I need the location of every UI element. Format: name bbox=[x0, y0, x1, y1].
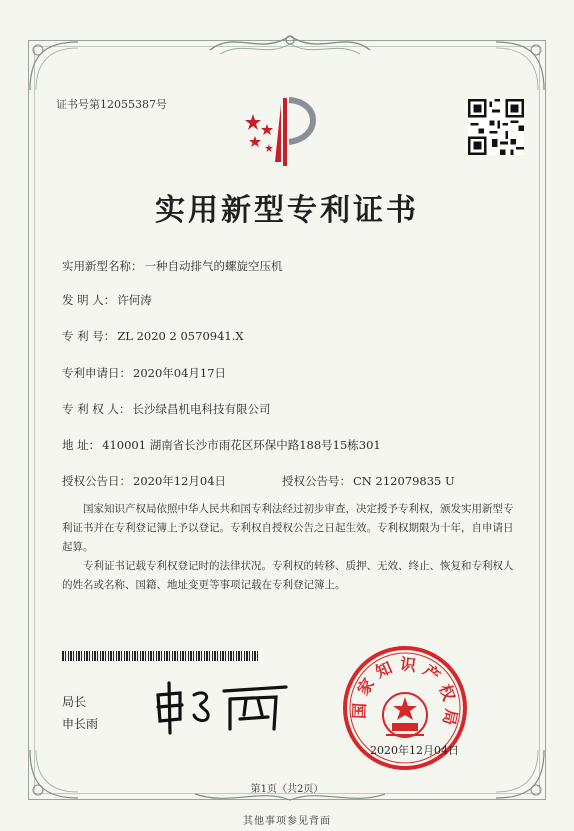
field-inventor bbox=[62, 292, 152, 308]
field-value: 长沙绿昌机电科技有限公司 bbox=[132, 402, 271, 416]
top-ornament bbox=[205, 26, 375, 60]
corner-ornament-bottom-left bbox=[24, 744, 84, 804]
page-number: 第1页（共2页） bbox=[250, 784, 324, 795]
corner-ornament-top-left bbox=[24, 36, 84, 96]
field-label: 地 址： bbox=[62, 438, 101, 452]
field-patentee bbox=[62, 401, 270, 417]
field-patent-number bbox=[62, 328, 244, 344]
seal-date: 2020年12月04日 bbox=[370, 744, 459, 757]
field-address bbox=[62, 437, 381, 453]
field-grant-date bbox=[62, 473, 226, 489]
field-label: 专 利 号： bbox=[62, 329, 116, 343]
field-value: 2020年04月17日 bbox=[133, 366, 227, 380]
signatory-title: 局长 bbox=[62, 695, 87, 709]
patent-office-logo bbox=[245, 92, 325, 172]
field-value: 一种自动排气的螺旋空压机 bbox=[144, 259, 283, 273]
field-grant-number bbox=[282, 473, 455, 489]
field-label: 授权公告日： bbox=[62, 474, 131, 488]
field-label: 专 利 权 人： bbox=[62, 402, 131, 416]
legal-status-paragraph: 专利证书记载专利权登记时的法律状况。专利权的转移、质押、无效、终止、恢复和专利权人的姓名或名称、国籍、地址变更等事项记载在专利登记簿上。 bbox=[62, 560, 514, 591]
field-label: 发 明 人： bbox=[62, 293, 116, 307]
field-label: 专利申请日： bbox=[62, 366, 131, 380]
corner-ornament-top-right bbox=[490, 36, 550, 96]
field-value: ZL 2020 2 0570941.X bbox=[117, 329, 244, 343]
field-value: 2020年12月04日 bbox=[133, 474, 227, 488]
document-title: 实用新型专利证书 bbox=[155, 193, 419, 228]
qr-code bbox=[468, 99, 524, 155]
certificate-number: 证书号第12055387号 bbox=[56, 98, 167, 111]
handwritten-signature bbox=[150, 675, 290, 735]
field-model-name bbox=[62, 258, 283, 274]
barcode bbox=[62, 651, 258, 661]
corner-ornament-bottom-right bbox=[490, 744, 550, 804]
field-value: 许何涛 bbox=[117, 293, 152, 307]
field-label: 实用新型名称： bbox=[62, 259, 143, 273]
seal-text: 国家知识产权局 bbox=[349, 654, 462, 733]
field-filing-date bbox=[62, 365, 226, 381]
signatory-name: 申长雨 bbox=[62, 717, 99, 731]
field-label: 授权公告号： bbox=[282, 474, 351, 488]
see-reverse-note: 其他事项参见背面 bbox=[243, 816, 331, 827]
grant-paragraph: 国家知识产权局依照中华人民共和国专利法经过初步审查，决定授予专利权，颁发实用新型专利证书并在专利登记簿上予以登记。专利权自授权公告之日起生效。专利权期限为十年，自申请日起算。 bbox=[62, 503, 514, 553]
field-value: CN 212079835 U bbox=[353, 474, 455, 488]
field-value: 410001 湖南省长沙市雨花区环保中路188号15栋301 bbox=[102, 438, 381, 452]
